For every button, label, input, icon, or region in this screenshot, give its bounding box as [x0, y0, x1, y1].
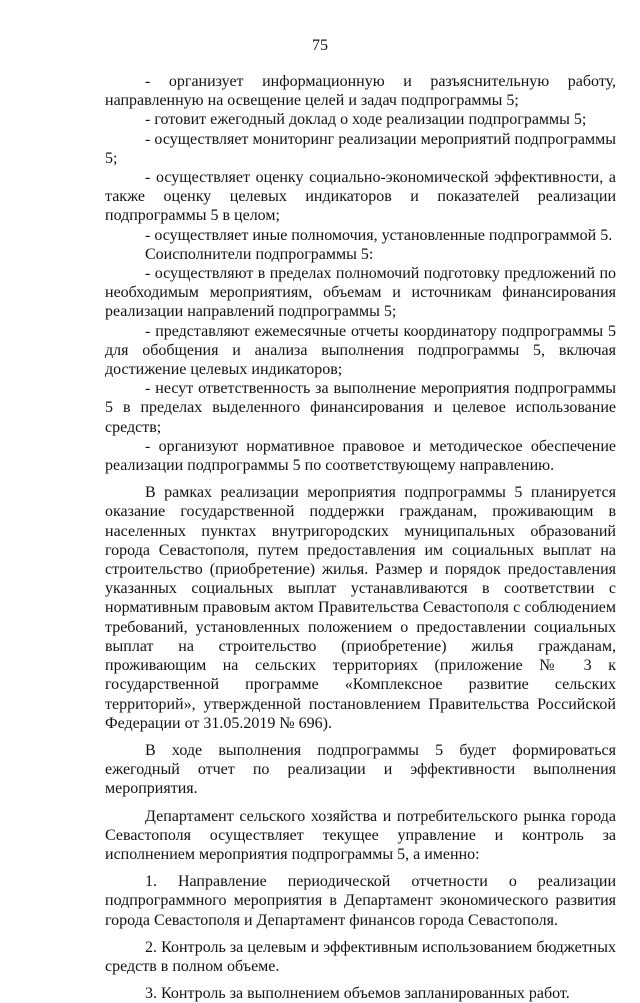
paragraph: - представляют ежемесячные отчеты координатору подпрограммы 5 для обобщения и анализа выполнения подпрограммы 5, включая достижение целевых индикаторов; — [105, 322, 616, 379]
paragraph: Департамент сельского хозяйства и потребительского рынка города Севастополя осуществляет текущее управление и контроль за исполнением мероприятия подпрограммы 5, а именно: — [105, 807, 616, 863]
paragraph: Соисполнители подпрограммы 5: — [145, 245, 374, 263]
page-number: 75 — [312, 37, 328, 54]
paragraph: 3. Контроль за выполнением объемов запланированных работ. — [145, 985, 570, 1003]
paragraph: 2. Контроль за целевым и эффективным использованием бюджетных средств в полном объеме. — [105, 938, 616, 975]
paragraph: - организуют нормативное правовое и методическое обеспечение реализации подпрограммы 5 по соответствующему направлению. — [105, 437, 616, 475]
document-body — [105, 72, 616, 1003]
paragraph: - организует информационную и разъяснительную работу, направленную на освещение целей и задач подпрограммы 5; — [105, 73, 616, 110]
paragraph: В рамках реализации мероприятия подпрограммы 5 планируется оказание государственной поддержки гражданам, проживающим в населенных пунктах внутригородских муниципальных образований города Севастополя, путем предоставления им социальных выплат на строительство (приобретение) жилья. Размер и порядок предоставления указанных социальных выплат устанавливаются в соответствии с нормативным правовым актом Правительства Севастополя с соблюдением требований, установленных положением о предоставлении социальных выплат на строительство (приобретение) жилья гражданам, проживающим на сельских территориях (приложение № 3 к государственной программе «Комплексное развитие сельских территорий», утвержденной постановлением Правительства Российской Федерации от 31.05.2019 № 696). — [105, 484, 616, 732]
paragraph: - осуществляют в пределах полномочий подготовку предложений по необходимым мероприятиям, объемам и источникам финансирования реализации направлений подпрограммы 5; — [105, 265, 616, 321]
paragraph: - несут ответственность за выполнение мероприятия подпрограммы 5 в пределах выделенного финансирования и целевое использование средств; — [105, 380, 616, 436]
paragraph: 1. Направление периодической отчетности о реализации подпрограммного мероприятия в Департамент экономического развития города Севастополя и Департамент финансов города Севастополя. — [105, 873, 616, 929]
paragraph: - осуществляет оценку социально-экономической эффективности, а также оценку целевых индикаторов и показателей реализации подпрограммы 5 в целом; — [105, 169, 616, 225]
paragraph: В ходе выполнения подпрограммы 5 будет формироваться ежегодный отчет по реализации и эффективности выполнения мероприятия. — [105, 741, 616, 798]
paragraph: - осуществляет мониторинг реализации мероприятий подпрограммы 5; — [105, 130, 616, 167]
paragraph: - осуществляет иные полномочия, установленные подпрограммой 5. — [145, 226, 613, 244]
paragraph: - готовит ежегодный доклад о ходе реализации подпрограммы 5; — [145, 111, 587, 129]
